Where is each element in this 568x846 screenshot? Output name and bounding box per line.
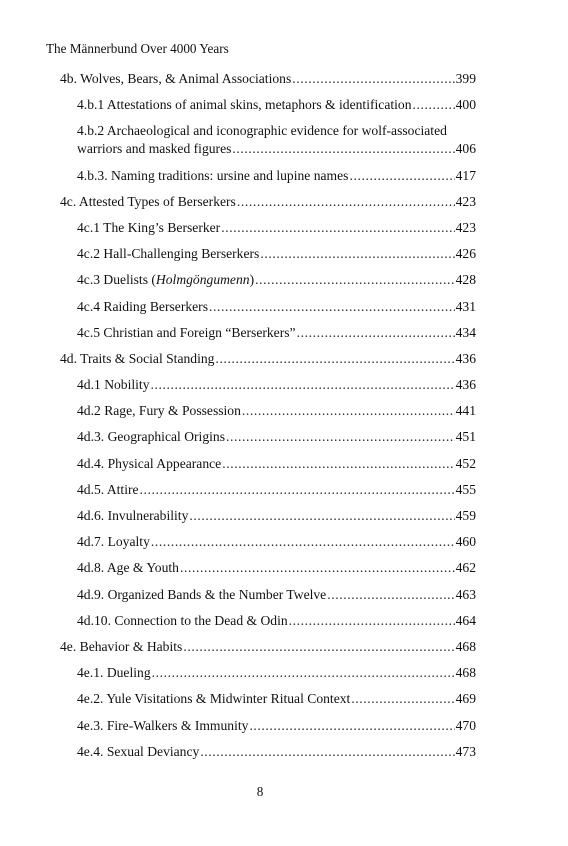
- toc-page-number: 434: [455, 324, 476, 340]
- toc-entry-label-continued: warriors and masked figures: [77, 141, 232, 157]
- toc-entry-label-italic: Holmgöngumenn: [155, 272, 250, 288]
- toc-entry-label: 4e. Behavior & Habits: [60, 638, 183, 654]
- toc-entry-label: 4b. Wolves, Bears, & Animal Associations: [60, 71, 292, 86]
- table-of-contents: [60, 70, 476, 769]
- toc-entry[interactable]: [60, 559, 476, 577]
- toc-page-number: 423: [455, 219, 476, 235]
- toc-entry[interactable]: [60, 455, 476, 473]
- toc-entry-label: 4d.9. Organized Bands & the Number Twelve: [77, 586, 327, 602]
- toc-entry-label-suffix: ): [249, 272, 255, 288]
- toc-entry-label: 4c.2 Hall-Challenging Berserkers: [77, 246, 260, 262]
- dot-leader: [327, 586, 454, 604]
- toc-page-number: 417: [455, 167, 476, 183]
- dot-leader: [237, 193, 455, 211]
- toc-entry[interactable]: [60, 167, 476, 185]
- toc-entry[interactable]: [60, 271, 476, 289]
- toc-page-number: 426: [455, 246, 476, 262]
- toc-page-number: 431: [455, 298, 476, 314]
- toc-entry-label-prefix: 4c.3 Duelists (: [77, 272, 156, 288]
- dot-leader: [289, 612, 455, 630]
- toc-entry-label: 4d. Traits & Social Standing: [60, 350, 215, 366]
- dot-leader: [180, 559, 455, 577]
- dot-leader: [349, 167, 454, 185]
- dot-leader: [260, 245, 454, 263]
- dot-leader: [200, 743, 454, 761]
- toc-entry-label: 4d.4. Physical Appearance: [77, 455, 222, 471]
- toc-entry-label: 4d.7. Loyalty: [77, 534, 150, 550]
- dot-leader: [151, 533, 455, 551]
- dot-leader: [183, 638, 454, 656]
- toc-entry[interactable]: [60, 612, 476, 630]
- toc-page-number: 464: [455, 612, 476, 628]
- toc-page-number: 399: [455, 71, 476, 86]
- toc-entry-label: 4d.5. Attire: [77, 481, 139, 497]
- toc-entry-label: 4e.2. Yule Visitations & Midwinter Ritual Context: [77, 691, 351, 707]
- toc-entry-label: 4.b.1 Attestations of animal skins, metaphors & identification: [77, 97, 412, 113]
- toc-entry[interactable]: [60, 586, 476, 604]
- toc-entry[interactable]: [60, 743, 476, 761]
- toc-entry[interactable]: [60, 664, 476, 682]
- toc-entry[interactable]: [60, 245, 476, 263]
- toc-entry[interactable]: [60, 70, 476, 88]
- toc-page-number: 470: [455, 717, 476, 733]
- dot-leader: [297, 324, 455, 342]
- toc-entry[interactable]: [60, 122, 476, 158]
- toc-entry[interactable]: [60, 533, 476, 551]
- running-title: The Männerbund Over 4000 Years: [46, 41, 229, 56]
- toc-entry[interactable]: [60, 481, 476, 499]
- toc-page-number: 441: [455, 403, 476, 419]
- dot-leader: [242, 402, 455, 420]
- dot-leader: [232, 140, 454, 158]
- toc-page-number: 436: [455, 377, 476, 393]
- dot-leader: [152, 664, 455, 682]
- toc-page-number: 463: [455, 586, 476, 602]
- toc-entry[interactable]: [60, 507, 476, 525]
- toc-entry[interactable]: [60, 193, 476, 211]
- toc-entry[interactable]: [60, 376, 476, 394]
- dot-leader: [151, 376, 455, 394]
- toc-entry-label: 4c.4 Raiding Berserkers: [77, 298, 208, 314]
- toc-page-number: 452: [455, 455, 476, 471]
- toc-entry-label: 4.b.3. Naming traditions: ursine and lupine names: [77, 167, 349, 183]
- dot-leader: [351, 690, 454, 708]
- toc-page-number: 436: [455, 350, 476, 366]
- dot-leader: [140, 481, 455, 499]
- toc-page-number: 459: [455, 508, 476, 523]
- toc-entry[interactable]: [60, 402, 476, 420]
- toc-entry[interactable]: [60, 717, 476, 735]
- toc-entry-label: 4e.4. Sexual Deviancy: [77, 743, 200, 759]
- toc-entry-label: 4e.3. Fire-Walkers & Immunity: [77, 717, 249, 733]
- toc-entry-label: 4d.8. Age & Youth: [77, 560, 179, 576]
- toc-page-number: 406: [455, 141, 476, 157]
- toc-entry-label: 4e.1. Dueling: [77, 665, 151, 681]
- toc-page-number: 455: [455, 481, 476, 497]
- toc-entry-label: 4d.10. Connection to the Dead & Odin: [77, 612, 288, 628]
- toc-entry[interactable]: [60, 96, 476, 114]
- toc-entry[interactable]: [60, 298, 476, 316]
- dot-leader: [222, 455, 454, 473]
- toc-entry-label: 4.b.2 Archaeological and iconographic evidence for wolf-associated: [77, 123, 447, 139]
- toc-entry[interactable]: [60, 324, 476, 342]
- toc-page-number: 451: [455, 429, 476, 445]
- dot-leader: [215, 350, 454, 368]
- toc-page-number: 473: [455, 743, 476, 759]
- toc-entry[interactable]: [60, 428, 476, 446]
- toc-entry[interactable]: [60, 350, 476, 368]
- toc-page-number: 468: [455, 638, 476, 654]
- dot-leader: [226, 428, 455, 446]
- toc-entry-label: 4c.5 Christian and Foreign “Berserkers”: [77, 324, 296, 340]
- dot-leader: [249, 717, 454, 735]
- toc-entry[interactable]: [60, 219, 476, 237]
- toc-page-number: 462: [455, 560, 476, 576]
- toc-entry[interactable]: [60, 638, 476, 656]
- toc-page-number: 423: [455, 193, 476, 209]
- dot-leader: [413, 96, 455, 114]
- toc-entry-label: 4c. Attested Types of Berserkers: [60, 193, 236, 209]
- dot-leader: [292, 70, 454, 88]
- toc-entry-label: 4d.1 Nobility: [77, 377, 150, 393]
- page-number: 8: [256, 784, 264, 799]
- dot-leader: [189, 507, 454, 525]
- toc-page-number: 428: [455, 272, 476, 288]
- toc-entry-label: 4d.3. Geographical Origins: [77, 429, 225, 445]
- dot-leader: [221, 219, 454, 237]
- toc-page-number: 468: [455, 665, 476, 681]
- dot-leader: [255, 271, 455, 289]
- toc-entry[interactable]: [60, 690, 476, 708]
- toc-page-number: 469: [455, 691, 476, 707]
- toc-page-number: 400: [455, 97, 476, 113]
- toc-page-number: 460: [455, 534, 476, 550]
- toc-entry-label: 4d.6. Invulnerability: [77, 508, 189, 523]
- toc-entry-label: 4c.1 The King’s Berserker: [77, 219, 221, 235]
- toc-entry-label: [77, 271, 254, 289]
- dot-leader: [209, 298, 455, 316]
- toc-entry-label: 4d.2 Rage, Fury & Possession: [77, 403, 241, 419]
